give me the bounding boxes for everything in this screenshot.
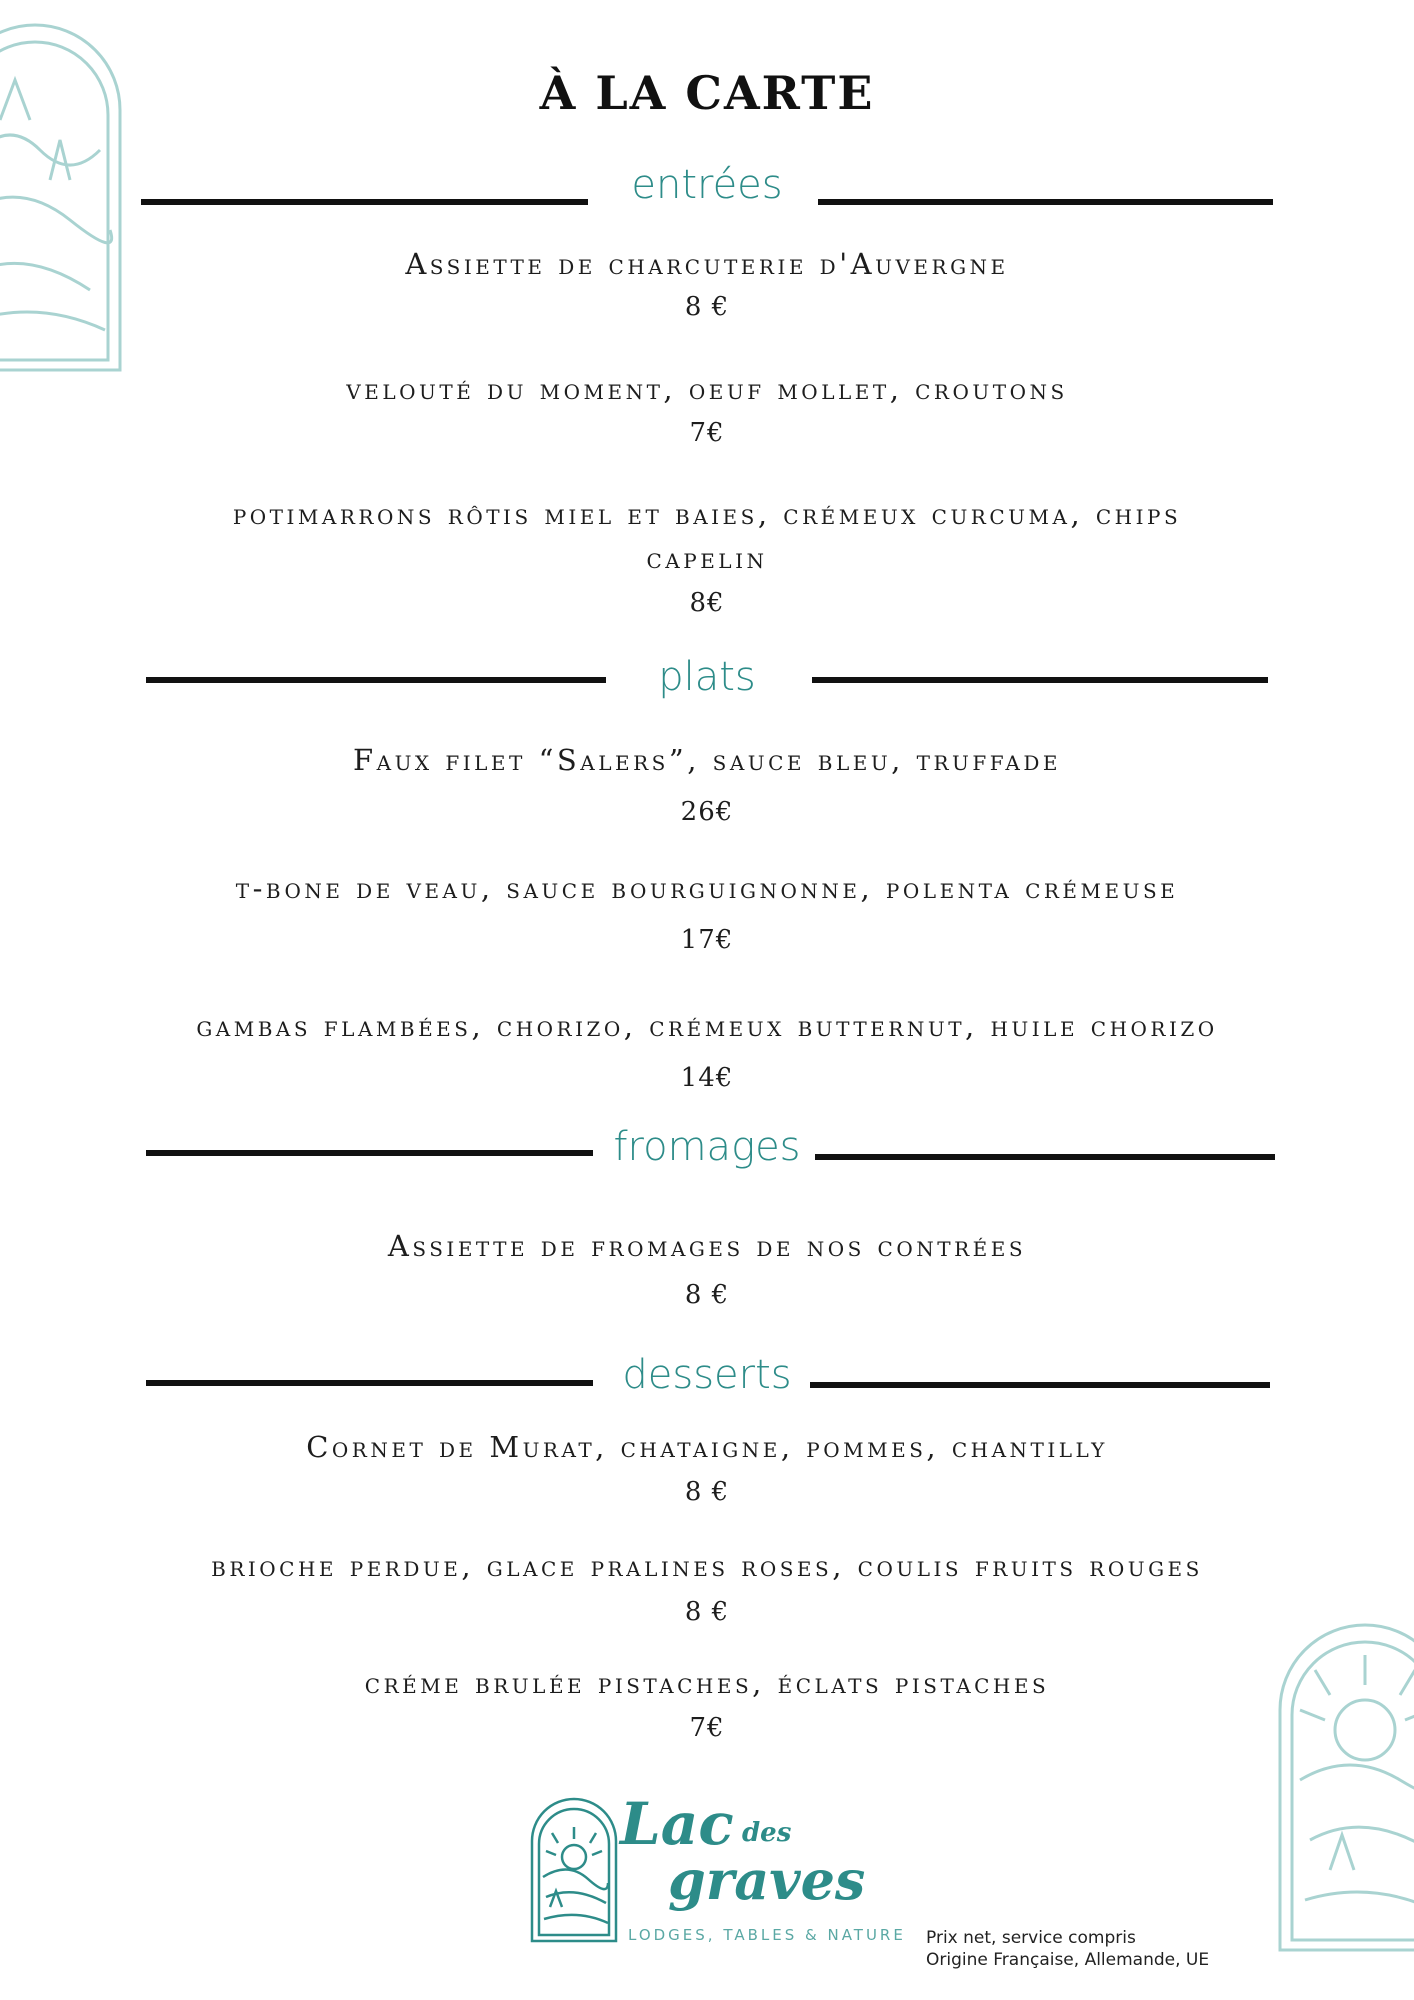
dish-name: capelin <box>646 541 768 575</box>
logo-emblem-icon <box>528 1795 620 1945</box>
dish-price: 17€ <box>680 925 734 955</box>
dish-price: 8€ <box>689 588 725 618</box>
dish-name: velouté du moment, oeuf mollet, croutons <box>346 372 1068 406</box>
section-header-fromages <box>0 1124 1414 1184</box>
logo-word-lac: Lac <box>620 1790 734 1858</box>
section-label: plats <box>658 654 756 700</box>
footnote-line-1: Prix net, service compris <box>926 1928 1136 1948</box>
dish-price: 8 € <box>684 1597 730 1627</box>
dish-name: Faux filet “Salers”, sauce bleu, truffade <box>353 743 1061 777</box>
dish-name: gambas flambées, chorizo, crémeux butternut, huile chorizo <box>196 1009 1218 1043</box>
dish-name: potimarrons rôtis miel et baies, crémeux curcuma, chips <box>232 497 1182 531</box>
footnote-line-2: Origine Française, Allemande, UE <box>926 1950 1210 1970</box>
section-label: desserts <box>622 1352 792 1398</box>
logo-word-graves: graves <box>668 1848 866 1912</box>
divider-right <box>812 677 1268 683</box>
section-header-plats <box>0 654 1414 714</box>
section-header-desserts <box>0 1352 1414 1412</box>
dish-price: 26€ <box>680 797 734 827</box>
dish-name: Assiette de fromages de nos contrées <box>387 1229 1027 1263</box>
dish-name: Assiette de charcuterie d'Auvergne <box>405 247 1009 281</box>
page-title: À LA CARTE <box>539 66 875 120</box>
logo-tagline: LODGES, TABLES & NATURE <box>628 1926 906 1944</box>
dish-price: 14€ <box>680 1063 734 1093</box>
dish-price: 8 € <box>684 1477 730 1507</box>
section-label: entrées <box>631 162 783 208</box>
divider-right <box>818 199 1273 205</box>
logo-word-des: des <box>742 1818 792 1848</box>
dish-name: t-bone de veau, sauce bourguignonne, polenta crémeuse <box>235 871 1179 905</box>
dish-price: 7€ <box>689 418 725 448</box>
dish-price: 8 € <box>684 292 730 322</box>
section-label: fromages <box>613 1124 801 1170</box>
dish-name: brioche perdue, glace pralines roses, coulis fruits rouges <box>211 1549 1203 1583</box>
section-header-entrees <box>0 162 1414 222</box>
divider-right <box>810 1382 1270 1388</box>
dish-name: Cornet de Murat, chataigne, pommes, chantilly <box>306 1430 1108 1464</box>
divider-right <box>815 1154 1275 1160</box>
dish-name: créme brulée pistaches, éclats pistaches <box>364 1666 1050 1700</box>
dish-price: 8 € <box>684 1280 730 1310</box>
dish-price: 7€ <box>689 1713 725 1743</box>
